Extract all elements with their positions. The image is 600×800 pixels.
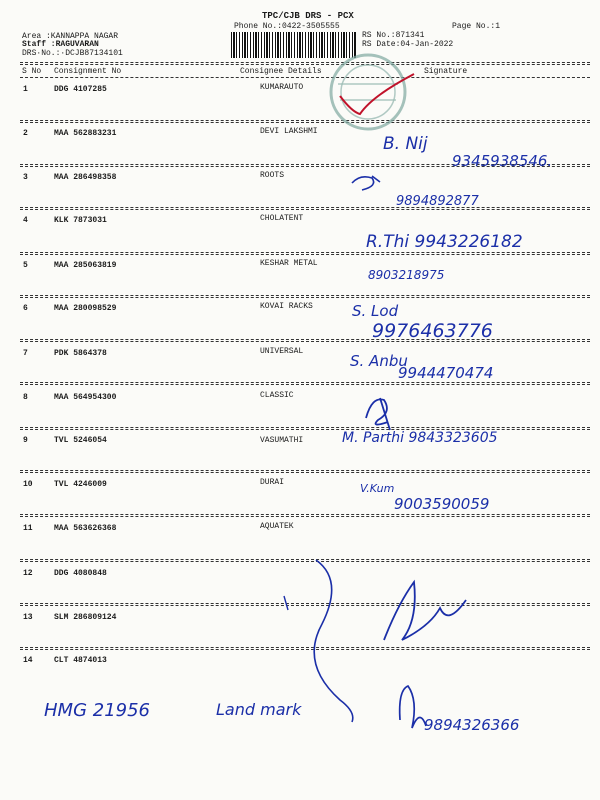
- hand-footer-mid: Land mark: [216, 700, 302, 719]
- column-header-sno: S No: [22, 67, 42, 76]
- hand-phone-row7: 9944470474: [398, 364, 494, 382]
- row-sno: 2: [23, 129, 28, 138]
- phone-number: Phone No.:0422-3505555: [234, 22, 340, 31]
- column-header-consignment: Consignment No: [54, 67, 122, 76]
- row-consignee: DEVI LAKSHMI: [260, 127, 318, 136]
- area-label: Area :KANNAPPA NAGAR: [22, 32, 119, 41]
- rs-number: RS No.:871341: [362, 31, 425, 40]
- row-sno: 1: [23, 85, 28, 94]
- row-consignment: DDG 4080848: [54, 569, 107, 578]
- row-consignee: ROOTS: [260, 171, 285, 180]
- row-consignment: MAA 563626368: [54, 524, 117, 533]
- hand-name-row2: B. Nij: [383, 134, 428, 154]
- row-consignee: DURAI: [260, 478, 285, 487]
- sheet-title: TPC/CJB DRS - PCX: [262, 11, 354, 21]
- hand-row4: R.Thi 9943226182: [366, 232, 523, 252]
- signature-stroke: [366, 398, 390, 430]
- signature-stroke: [352, 176, 380, 190]
- row-consignment: MAA 286498358: [54, 173, 117, 182]
- row-consignment: MAA 562883231: [54, 129, 117, 138]
- row-sno: 13: [23, 613, 33, 622]
- row-consignment: KLK 7873031: [54, 216, 107, 225]
- hand-phone-row3: 9894892877: [396, 194, 479, 209]
- row-consignment: TVL 5246054: [54, 436, 107, 445]
- row-consignee: VASUMATHI: [260, 436, 304, 445]
- row-consignee: KESHAR METAL: [260, 259, 318, 268]
- staff-label: Staff :RAGUVARAN: [22, 40, 99, 49]
- hand-footer-phone: 9894326366: [424, 716, 520, 734]
- row-consignee: KUMARAUTO: [260, 83, 304, 92]
- row-sno: 8: [23, 393, 28, 402]
- row-consignee: AQUATEK: [260, 522, 294, 531]
- row-sno: 3: [23, 173, 28, 182]
- hand-name-row7: S. Anbu: [350, 352, 408, 370]
- hand-phone-row6: 9976463776: [372, 320, 493, 342]
- row-sno: 11: [23, 524, 33, 533]
- drs-number: DRS·No.:·DCJB87134101: [22, 49, 123, 58]
- row-sno: 5: [23, 261, 28, 270]
- row-consignment: TVL 4246009: [54, 480, 107, 489]
- row-consignee: CLASSIC: [260, 391, 294, 400]
- hand-phone-row5: 8903218975: [368, 268, 445, 282]
- page-number: Page No.:1: [452, 22, 501, 31]
- row-consignment: MAA 285063819: [54, 261, 117, 270]
- signature-stroke: [314, 560, 353, 722]
- hand-name-row10: V.Kum: [360, 482, 395, 495]
- hand-phone-row10: 9003590059: [394, 495, 490, 513]
- row-consignment: MAA 564954300: [54, 393, 117, 402]
- row-sno: 6: [23, 304, 28, 313]
- column-header-signature: Signature: [424, 67, 468, 76]
- rs-date: RS Date:04-Jan-2022: [362, 40, 454, 49]
- signature-stroke: [284, 596, 288, 610]
- row-consignment: PDK 5864378: [54, 349, 107, 358]
- row-consignment: DDG 4107285: [54, 85, 107, 94]
- row-sno: 9: [23, 436, 28, 445]
- hand-row9: M. Parthi 9843323605: [342, 430, 498, 446]
- row-sno: 4: [23, 216, 28, 225]
- row-sno: 12: [23, 569, 33, 578]
- hand-name-row6: S. Lod: [352, 302, 399, 320]
- hand-footer-left: HMG 21956: [44, 700, 150, 721]
- row-sno: 14: [23, 656, 33, 665]
- row-consignee: UNIVERSAL: [260, 347, 304, 356]
- signature-stroke: [384, 582, 466, 640]
- company-stamp: [331, 55, 405, 129]
- row-consignment: SLM 286809124: [54, 613, 117, 622]
- row-consignment: CLT 4874013: [54, 656, 107, 665]
- row-consignee: CHOLATENT: [260, 214, 304, 223]
- row-sno: 7: [23, 349, 28, 358]
- row-consignee: KOVAI RACKS: [260, 302, 313, 311]
- row-consignment: MAA 280098529: [54, 304, 117, 313]
- signature-stroke: [400, 686, 426, 728]
- hand-phone-row2: 9345938546.: [452, 152, 553, 170]
- row-sno: 10: [23, 480, 33, 489]
- column-header-consignee: Consignee Details: [240, 67, 322, 76]
